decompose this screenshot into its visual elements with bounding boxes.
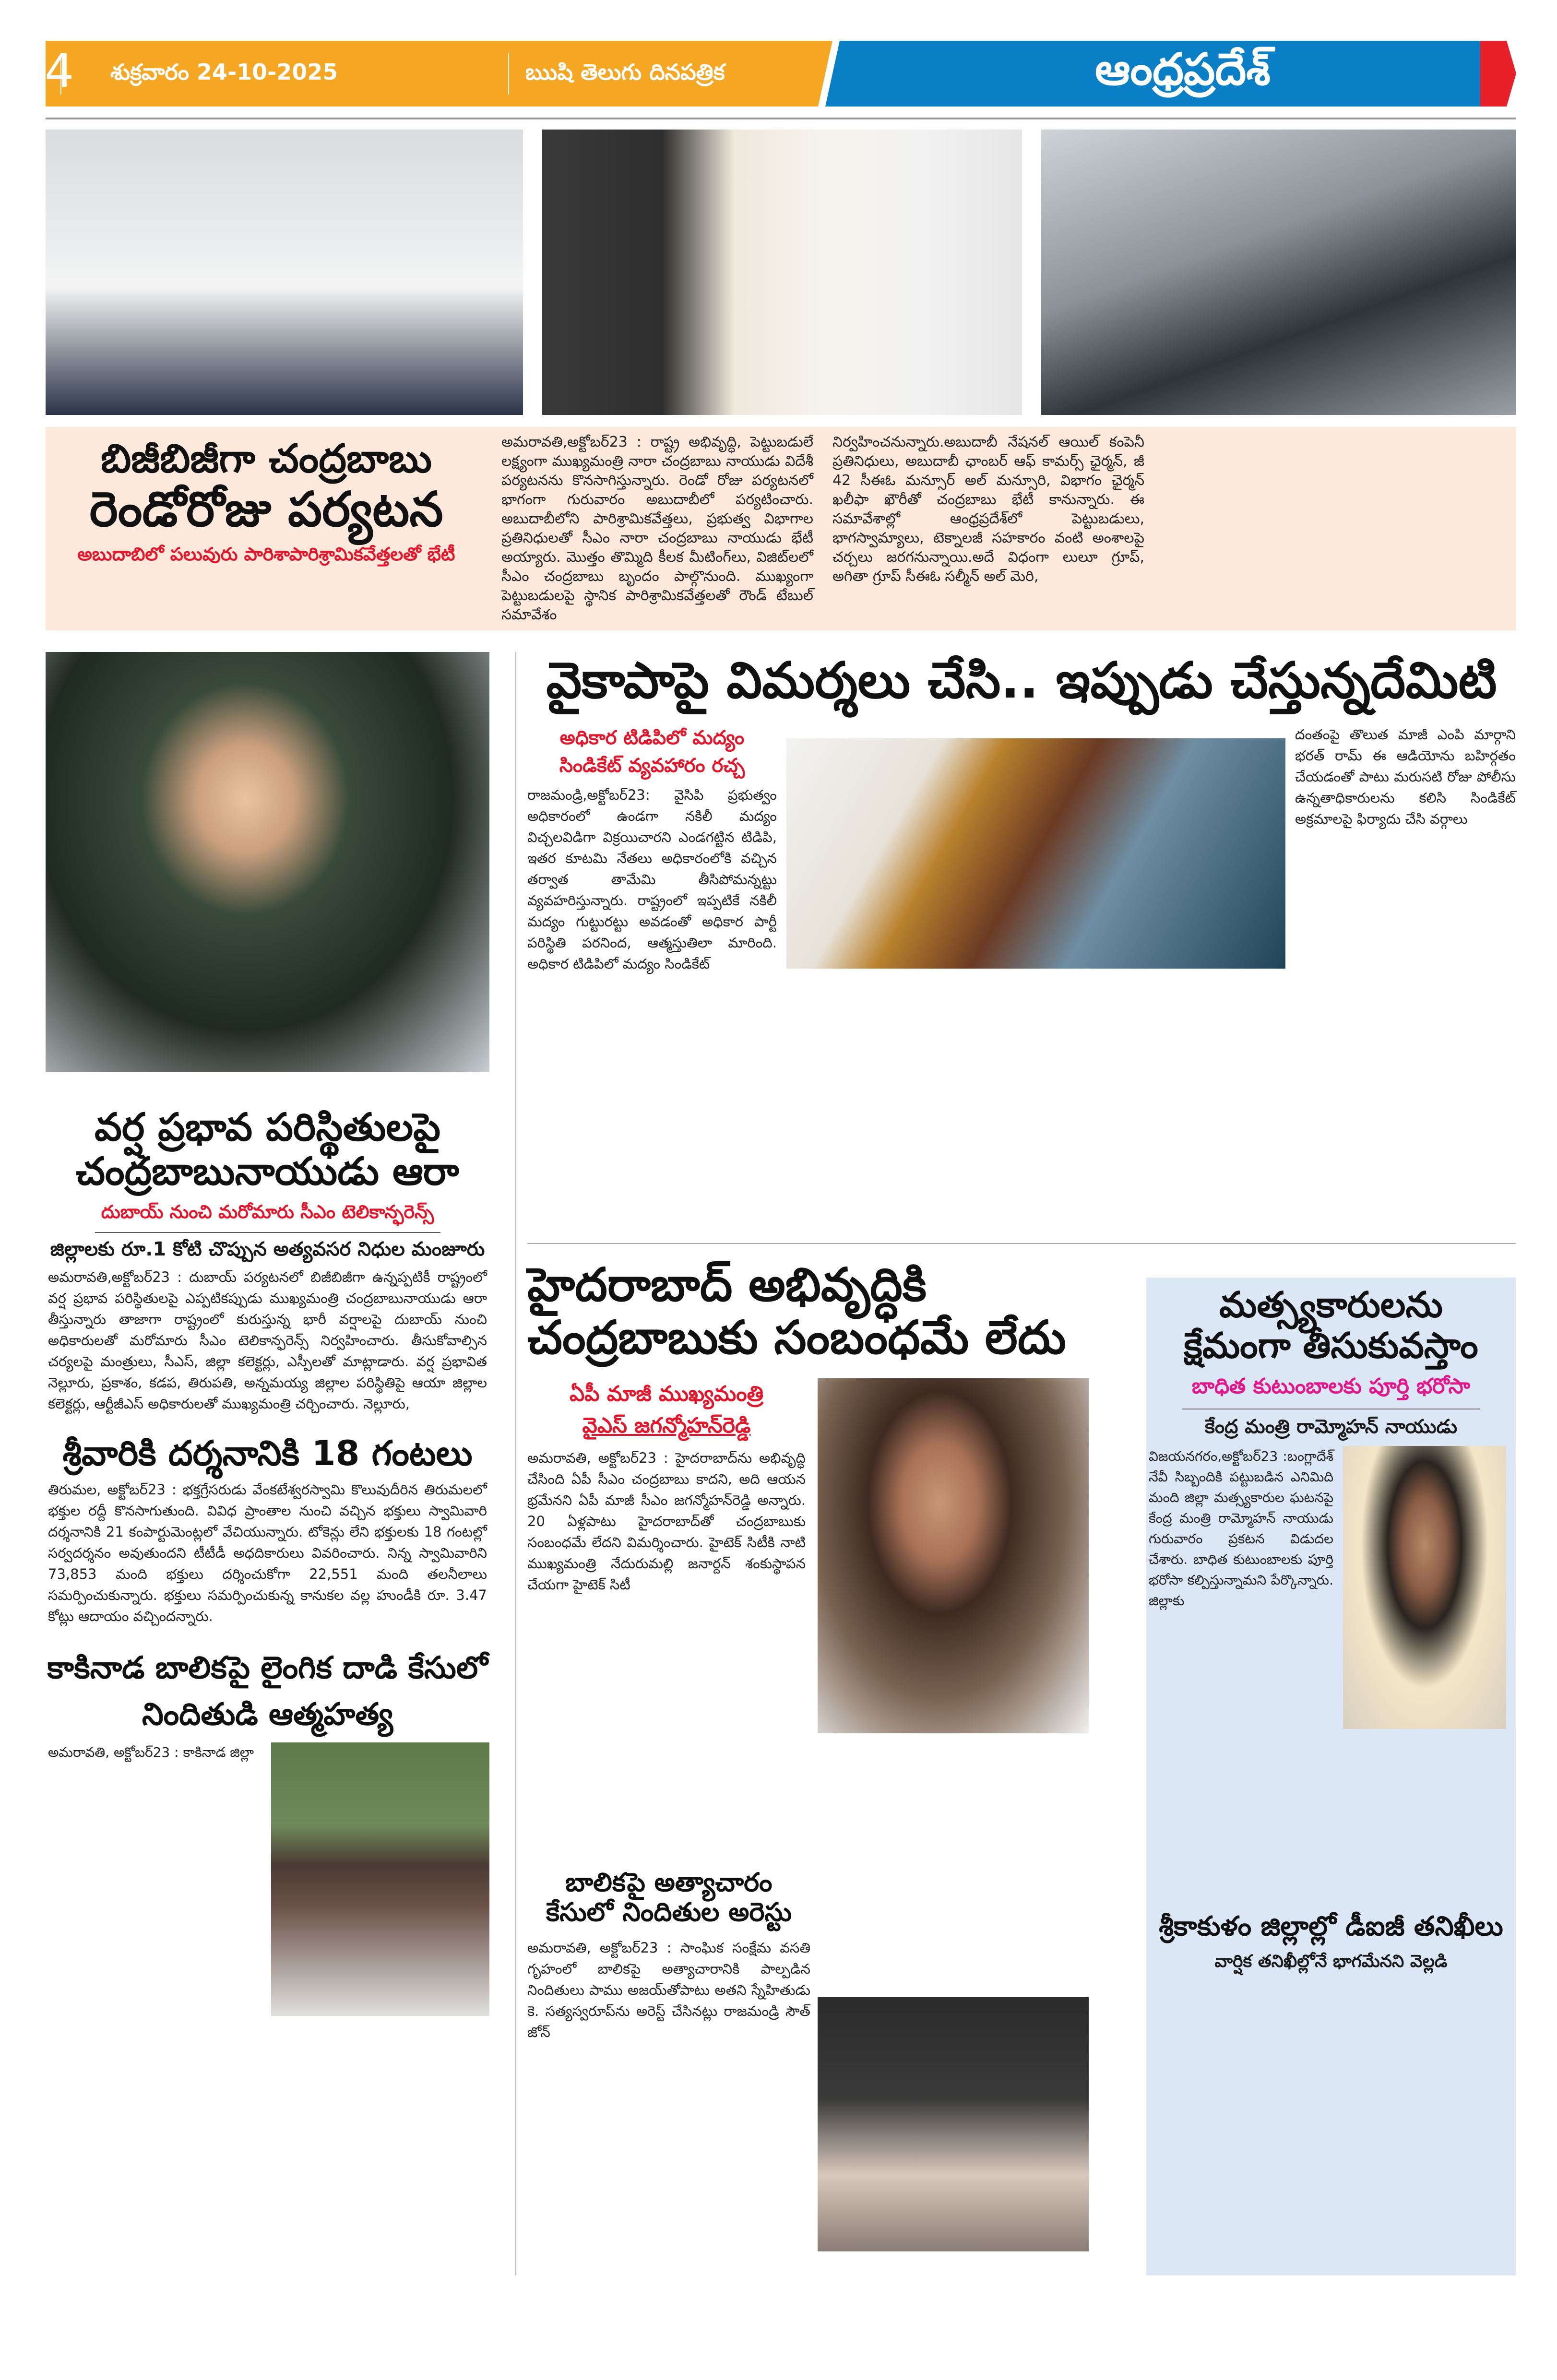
photo-cm-with-delegates bbox=[542, 130, 1022, 415]
fishermen-box bbox=[1146, 1278, 1516, 2275]
photo-rammohan-naidu bbox=[1343, 1446, 1506, 1729]
kakinada-story-headline bbox=[46, 1651, 489, 1733]
top-story-headline bbox=[50, 437, 482, 537]
headline-line: వర్ష ప్రభావ పరిస్థితులపై bbox=[94, 1105, 441, 1149]
fishermen-kicker: కేంద్ర మంత్రి రామ్మోహన్ నాయుడు bbox=[1204, 1415, 1458, 1438]
hyderabad-story-subhead bbox=[527, 1378, 806, 1442]
liquor-story-headline: వైకాపాపై విమర్శలు చేసి.. ఇప్పుడు చేస్తున్నదేమిటి bbox=[546, 651, 1497, 710]
srikakulam-subhead: వార్షిక తనిఖీల్లోనే భాగమేనని వెల్లడి bbox=[1214, 1952, 1448, 1972]
tirumala-story-headline: శ్రీవారికి దర్శనానికి 18 గంటలు bbox=[62, 1433, 473, 1473]
rain-story-kicker: జిల్లాలకు రూ.1 కోటి చొప్పున అత్యవసర నిధుల మంజూరు bbox=[50, 1238, 485, 1260]
headline-line: కాకినాడ బాలికపై లైంగిక దాడి కేసులో bbox=[47, 1650, 488, 1686]
liquor-story-body-col-right: దంతంపై తొలుత మాజీ ఎంపి మార్గాని భరత్ రామ్ ఈ ఆడియోను బహిర్గతం చేయడంతో పాటు మరుసటి రోజు పోలీసు ఉన్నతాధికారులను కలిసి సిండికేట్ అక్రమాలపై ఫిర్యాదు చేసి వర్గాలు bbox=[1295, 726, 1516, 827]
divider bbox=[95, 1232, 440, 1233]
headline-line: కేసులో నిందితుల అరెస్టు bbox=[546, 1897, 792, 1928]
masthead bbox=[46, 41, 1516, 107]
rain-story-subhead: దుబాయ్ నుంచి మరోమారు సీఎం టెలికాన్ఫరెన్స్ bbox=[101, 1201, 434, 1222]
headline-line: మత్స్యకారులను bbox=[1219, 1284, 1443, 1326]
srikakulam-headline: శ్రీకాకుళం జిల్లాల్లో డీఐజీ తనిఖీలు bbox=[1159, 1910, 1503, 1942]
top-story-body-col2: నిర్వహించనున్నారు.అబుదాబీ నేషనల్ ఆయిల్ కంపెనీ ప్రతినిధులు, అబుదాబీ ఛాంబర్ ఆఫ్ కామర్స్ ఛైర్మన్, జీ 42 సీఈఓ మన్సూర్ అల్ మన్సూరి, విభాగం ఛైర్మన్ ఖలీఫా ఖౌరీతో చంద్రబాబు భేటీ కానున్నారు. ఈ సమావేశాల్లో ఆంధ్రప్రదేశ్‌లో పెట్టుబడులు, భాగస్వామ్యాలు, టెక్నాలజీ సహకారం వంటి అంశాలపై చర్చలు జరగనున్నాయి.అదే విధంగా లులూ గ్రూప్, అగితా గ్రూప్ సీఈఓ సల్మీన్ అల్ మెరి, bbox=[832, 434, 1144, 585]
subhead-line: ఏపీ మాజీ ముఖ్యమంత్రి bbox=[570, 1382, 763, 1407]
column-divider bbox=[515, 652, 516, 2275]
subhead-line: వైఎస్ జగన్మోహన్‌రెడ్డి bbox=[582, 1413, 751, 1438]
photo-chandrababu bbox=[46, 652, 489, 1072]
headline-line: రెండోరోజు పర్యటన bbox=[89, 481, 443, 538]
headline-line: చంద్రబాబుకు సంబంధమే లేదు bbox=[527, 1310, 1066, 1364]
subhead-line: సిండికేట్ వ్యవహారం రచ్చ bbox=[559, 754, 745, 777]
issue-date: శుక్రవారం 24-10-2025 bbox=[110, 59, 338, 85]
liquor-story-body-col1: రాజమండ్రి,అక్టోబర్23: వైసిపి ప్రభుత్వం అధికారంలో ఉండగా నకిలీ మద్యం విచ్చలవిడిగా విక్రయిచారని ఎండగట్టిన టిడిపి, ఇతర కూటమి నేతలు అధికారంలోకి వచ్చిన తర్వాత తామేమి తీసిపోమన్నట్టు వ్యవహరిస్తున్నారు. రాష్ట్రంలో ఇప్పటికే నకిలీ మద్యం గుట్టురట్టు అవడంతో అధికార పార్టీ పరిస్థితి పరనింద, ఆత్మస్తుతిలా మారింది. అధికార టిడిపిలో మద్యం సిండికేట్ bbox=[527, 786, 777, 972]
rape-case-headline bbox=[527, 1868, 810, 1927]
photo-accused bbox=[271, 1742, 489, 2016]
rape-case-body: అమరావతి, అక్టోబర్23 : సాంఘిక సంక్షేమ వసతి గృహంలో బాలికపై అత్యాచారానికి పాల్పడిన నిందితులు పాము అజయ్‌తోపాటు అతని స్నేహితుడు కె. సత్యస్వరూప్‌ను అరెస్ట్ చేసినట్లు రాజమండ్రి సౌత్ జోన్ bbox=[527, 1939, 810, 2040]
rain-story-headline bbox=[46, 1105, 489, 1194]
headline-line: క్షేమంగా తీసుకువస్తాం bbox=[1184, 1325, 1478, 1366]
photo-roundtable-meeting bbox=[46, 130, 523, 415]
rain-story-body: అమరావతి,అక్టోబర్23 : దుబాయ్ పర్యటనలో బిజీబిజీగా ఉన్నప్పటికీ రాష్ట్రంలో వర్ష ప్రభావ పరిస్థితులపై ఎప్పటికప్పుడు ముఖ్యమంత్రి చంద్రబాబునాయుడు ఆరా తీస్తున్నారు తాజాగా రాష్ట్రంలో కురుస్తున్న భారీ వర్షాలపై దుబాయ్ నుంచి అధికారులతో మరోమారు సీఎం టెలికాన్ఫరెన్స్ నిర్వహించారు. తీసుకోవాల్సిన చర్యలపై మంత్రులు, సీఎస్, జిల్లా కలెక్టర్లు, ఎస్పీలతో మాట్లాడారు. వర్ష ప్రభావిత నెల్లూరు, ప్రకాశం, కడప, తిరుపతి, అన్నమయ్య జిల్లాల పరిస్థితిపై ఆయా జిల్లాల కలెక్టర్లు, ఆర్టీజీఎస్ అధికారులతో ముఖ్యమంత్రి చర్చించారు. నెల్లూరు, bbox=[48, 1269, 487, 1412]
masthead-divider bbox=[46, 118, 1516, 119]
kakinada-story-body: అమరావతి, అక్టోబర్23 : కాకినాడ జిల్లా bbox=[48, 1744, 254, 1760]
top-story bbox=[46, 427, 1516, 630]
headline-line: నిందితుడి ఆత్మహత్య bbox=[142, 1697, 393, 1733]
top-story-subhead: అబుదాబిలో పలువురు పారిశాపారిశ్రామికవేత్తలతో భేటీ bbox=[77, 544, 455, 565]
paper-name: ఋషి తెలుగు దినపత్రిక bbox=[525, 59, 725, 85]
page-number: 4 bbox=[45, 44, 74, 98]
fishermen-headline bbox=[1146, 1285, 1516, 1366]
fishermen-subhead: బాధిత కుటుంబాలకు పూర్తి భరోసా bbox=[1191, 1374, 1471, 1398]
subhead-line: అధికార టిడిపిలో మద్యం bbox=[559, 726, 745, 749]
headline-line: బిజీబిజీగా చంద్రబాబు bbox=[101, 436, 432, 482]
tirumala-story-body: తిరుమల, అక్టోబర్23 : భక్తగ్రేసరుడు వేంకటేశ్వరస్వామి కొలువుదీరిన తిరుమలలో భక్తుల రద్దీ కొనసాగుతుంది. వివిధ ప్రాంతాల నుంచి వచ్చిన భక్తులు స్వామివారి దర్శనానికి 21 కంపార్టుమెంట్లలో వేచియున్నారు. టోకెన్లు లేని భక్తులకు 18 గంటల్లో సర్వదర్శనం అవుతుందని టీటీడీ అధదికారులు వివరించారు. నిన్న స్వామివారిని 73,853 మంది భక్తులు దర్శించుకోగా 22,551 మంది తలనీలాలు సమర్పించుకున్నారు. భక్తులు సమర్పించుకున్న కానుకల వల్ల హుండీకి రూ. 3.47 కోట్లు ఆదాయం వచ్చిందన్నారు. bbox=[48, 1481, 487, 1624]
photo-liquor-gavel-handcuffs bbox=[786, 738, 1285, 969]
hyderabad-story-headline bbox=[527, 1258, 1137, 1364]
section-divider bbox=[527, 1243, 1516, 1244]
section-title: ఆంధ్రప్రదేశ్ bbox=[1095, 44, 1271, 95]
liquor-story-subhead bbox=[527, 724, 777, 780]
hyderabad-story-body: అమరావతి, అక్టోబర్23 : హైదరాబాద్‌ను అభివృద్ధి చేసింది ఏపీ సీఎం చంద్రబాబు కాదని, అది ఆయన భ్రమేనని ఏపీ మాజీ సీఎం జగన్మోహన్‌రెడ్డి అన్నారు. 20 ఏళ్లపాటు హైదరాబాద్‌తో చంద్రబాబుకు సంబంధమే లేదని విమర్శించారు. హైటెక్ సిటీకి నాటి ముఖ్యమంత్రి నేదురుమల్లి జనార్దన్ శంకుస్థాపన చేయగా హైటెక్ సిటీ bbox=[527, 1450, 806, 1593]
headline-line: హైదరాబాద్ అభివృద్ధికి bbox=[527, 1257, 927, 1312]
photo-conference-hall bbox=[1041, 130, 1516, 415]
headline-line: చంద్రబాబునాయుడు ఆరా bbox=[76, 1149, 459, 1194]
top-story-body-col1: అమరావతి,అక్టోబర్23 : రాష్ట్ర అభివృద్ధి, పెట్టుబడులే లక్ష్యంగా ముఖ్యమంత్రి నారా చంద్రబాబు నాయుడు విదేశీ పర్యటనను కొనసాగిస్తున్నారు. రెండో రోజు పర్యటనలో భాగంగా గురువారం అబుదాబీలో పర్యటించారు. అబుదాబీలోని పారిశ్రామికవేత్తలు, ప్రభుత్వ విభాగాల ప్రతినిధులతో సీఎం నారా చంద్రబాబు నాయుడు భేటీ అయ్యారు. మొత్తం తొమ్మిది కీలక మీటింగ్‌లు, విజిట్‌లలో సీఎం చంద్రబాబు బృందం పాల్గొనుంది. ముఖ్యంగా పెట్టుబడులపై స్థానిక పారిశ్రామికవేత్తలతో రౌండ్ టేబుల్ సమావేశం bbox=[501, 434, 813, 623]
photo-jagan-mohan-reddy bbox=[818, 1378, 1089, 1733]
headline-line: బాలికపై అత్యాచారం bbox=[565, 1867, 773, 1898]
fishermen-body: విజయనగరం,అక్టోబర్23 :బంగ్లాదేశ్ నేవీ సిబ్బందికి పట్టుబడిన ఎనిమిది మంది జిల్లా మత్స్యకారుల ఘటనపై కేంద్ర మంత్రి రామ్మోహన్ నాయుడు గురువారం ప్రకటన విడుదల చేశారు. బాధిత కుటుంబాలకు పూర్తి భరోసా కల్పిస్తున్నామని పేర్కొన్నారు. జిల్లాకు bbox=[1149, 1448, 1333, 1609]
photo-girl-silhouette bbox=[818, 1997, 1089, 2251]
